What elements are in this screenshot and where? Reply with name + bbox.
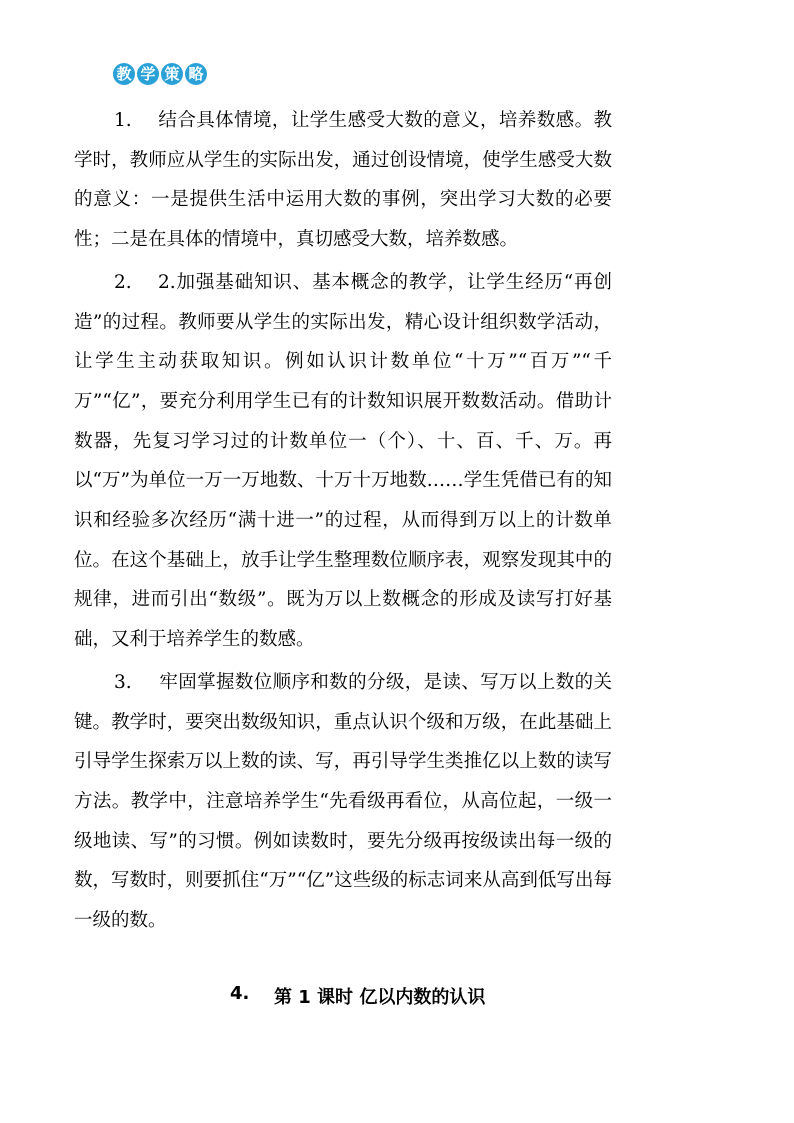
strategy-content [74, 101, 612, 944]
badge-char: 教 [113, 63, 135, 85]
strategy-paragraph-3 [74, 663, 612, 941]
paragraph-text: 结合具体情境，让学生感受大数的意义，培养数感。教学时，教师应从学生的实际出发，通过创设情境，使学生感受大数的意义：一是提供生活中运用大数的事例，突出学习大数的必要性；二是在具体的情境中，真切感受大数，培养数感。 [74, 110, 612, 251]
heading-number: 4. [230, 983, 250, 1004]
strategy-paragraph-1 [74, 101, 612, 260]
paragraph-number: 1. [114, 110, 132, 131]
paragraph-number: 3. [114, 671, 132, 693]
paragraph-text: 2.加强基础知识、基本概念的教学，让学生经历“再创造”的过程。教师要从学生的实际出发，精心设计组织数学活动，让学生主动获取知识。例如认识计数单位“十万”“百万”“千万”“亿”，要充分利用学生已有的计数知识展开数数活动。借助计数器，先复习学习过的计数单位一（个）、十、百、千、万。再以“万”为单位一万一万地数、十万十万地数……学生凭借已有的知识和经验多次经历“满十进一”的过程，从而得到万以上的计数单位。在这个基础上，放手让学生整理数位顺序表，观察发现其中的规律，进而引出“数级”。既为万以上数概念的形成及读写打好基础，又利于培养学生的数感。 [74, 271, 612, 651]
section-badge [113, 63, 207, 85]
badge-char: 略 [185, 63, 207, 85]
paragraph-text: 牢固掌握数位顺序和数的分级，是读、写万以上数的关键。教学时，要突出数级知识，重点认识个级和万级，在此基础上引导学生探索万以上数的读、写，再引导学生类推亿以上数的读写方法。教学中，注意培养学生“先看级再看位，从高位起，一级一级地读、写”的习惯。例如读数时，要先分级再按级读出每一级的数，写数时，则要抓住“万”“亿”这些级的标志词来从高到低写出每一级的数。 [74, 671, 612, 932]
paragraph-number: 2. [114, 271, 132, 293]
badge-char: 策 [161, 63, 183, 85]
strategy-paragraph-2 [74, 263, 612, 660]
heading-title: 第 1 课时 亿以内数的认识 [274, 987, 486, 1008]
badge-char: 学 [137, 63, 159, 85]
